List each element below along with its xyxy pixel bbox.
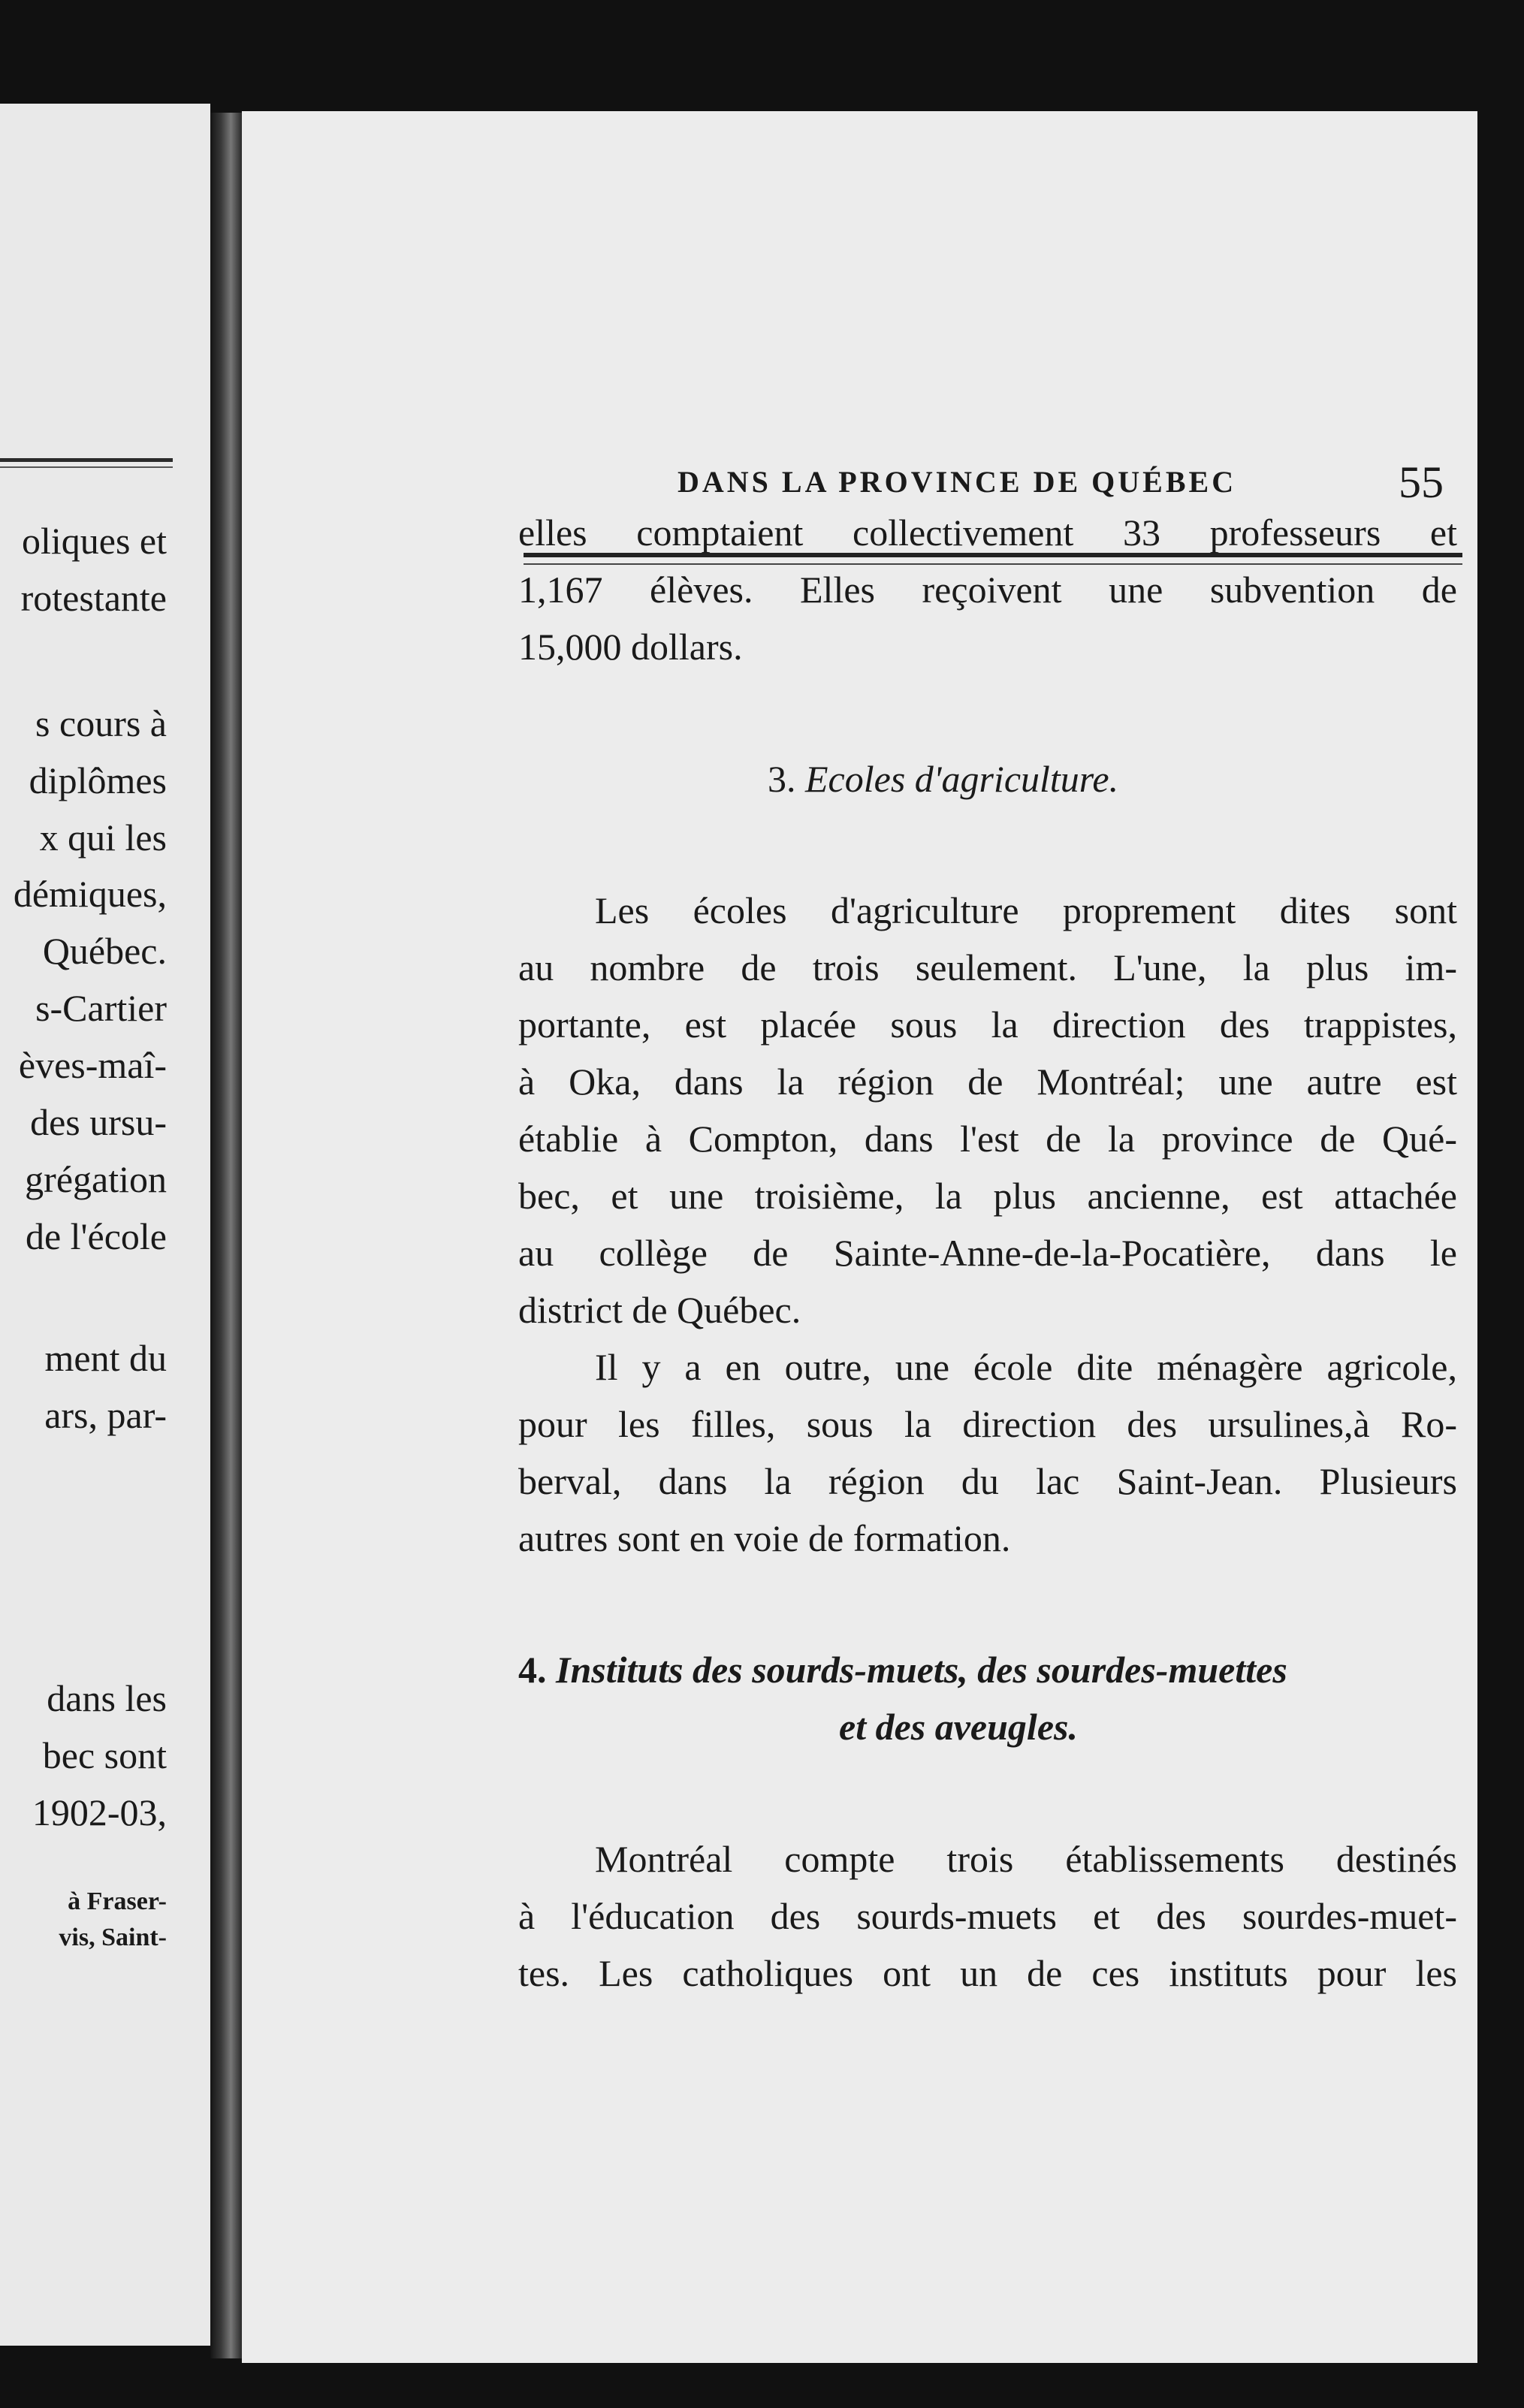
text-line: Montréal compte trois établissements destinés	[595, 1838, 1457, 1880]
left-page-line: dans les	[47, 1677, 167, 1719]
left-page-rule	[0, 458, 173, 462]
section-number: 3.	[768, 758, 796, 800]
previous-page-fragment	[0, 104, 210, 2346]
left-page-line: 1902-03,	[32, 1791, 167, 1833]
section-heading-4-cont: et des aveugles.	[839, 1706, 1078, 1748]
book-gutter	[210, 113, 242, 2358]
page-55	[242, 111, 1477, 2363]
left-page-line: oliques et	[21, 520, 167, 562]
text-line: portante, est placée sous la direction des trappistes,	[518, 1003, 1457, 1046]
text-line: tes. Les catholiques ont un de ces instituts pour les	[518, 1952, 1457, 1994]
text-line: 1,167 élèves. Elles reçoivent une subvention de	[518, 569, 1457, 611]
left-page-line: démiques,	[13, 873, 167, 915]
left-page-footnote: à Fraser-	[68, 1887, 167, 1915]
left-page-line: de l'école	[25, 1215, 167, 1257]
text-line: pour les filles, sous la direction des ursulines,à Ro-	[518, 1403, 1457, 1445]
page-number: 55	[1399, 457, 1444, 507]
text-line: à Oka, dans la région de Montréal; une autre est	[518, 1061, 1457, 1103]
left-page-line: Québec.	[42, 930, 167, 972]
left-page-footnote: vis, Saint-	[59, 1924, 167, 1951]
left-page-line: bec sont	[42, 1734, 167, 1776]
text-line: elles comptaient collectivement 33 professeurs et	[518, 511, 1457, 554]
left-page-line: èves-maî-	[18, 1044, 167, 1086]
left-page-line: x qui les	[39, 816, 167, 858]
section-title: Ecoles d'agriculture.	[805, 758, 1119, 800]
section-title: Instituts des sourds-muets, des sourdes-muettes	[556, 1649, 1287, 1691]
left-page-line: rotestante	[20, 577, 167, 619]
text-line: Les écoles d'agriculture proprement dites sont	[595, 889, 1457, 931]
text-line: autres sont en voie de formation.	[518, 1517, 1011, 1559]
text-line: bec, et une troisième, la plus ancienne, est attachée	[518, 1175, 1457, 1217]
left-page-line: s-Cartier	[35, 987, 167, 1029]
text-line: berval, dans la région du lac Saint-Jean. Plusieurs	[518, 1460, 1457, 1502]
section-heading-3	[768, 756, 1118, 802]
text-line: au nombre de trois seulement. L'une, la plus im-	[518, 946, 1457, 988]
left-page-line: s cours à	[35, 702, 167, 744]
left-page-line: des ursu-	[30, 1101, 167, 1143]
text-line: au collège de Sainte-Anne-de-la-Pocatière, dans le	[518, 1232, 1457, 1274]
left-page-rule-thin	[0, 466, 173, 468]
section-heading-4	[518, 1646, 1287, 1693]
text-line: à l'éducation des sourds-muets et des sourdes-muet-	[518, 1895, 1457, 1937]
header-rule-thin	[524, 563, 1462, 565]
left-page-line: grégation	[25, 1158, 167, 1200]
left-page-line: ars, par-	[44, 1394, 167, 1436]
text-line: 15,000 dollars.	[518, 626, 743, 668]
text-line: district de Québec.	[518, 1289, 801, 1331]
left-page-line: ment du	[44, 1337, 167, 1379]
text-line: établie à Compton, dans l'est de la province de Qué-	[518, 1118, 1457, 1160]
running-head: DANS LA PROVINCE DE QUÉBEC	[678, 465, 1237, 499]
section-number: 4.	[518, 1649, 547, 1691]
left-page-line: diplômes	[29, 759, 167, 801]
text-line: Il y a en outre, une école dite ménagère agricole,	[595, 1346, 1457, 1388]
